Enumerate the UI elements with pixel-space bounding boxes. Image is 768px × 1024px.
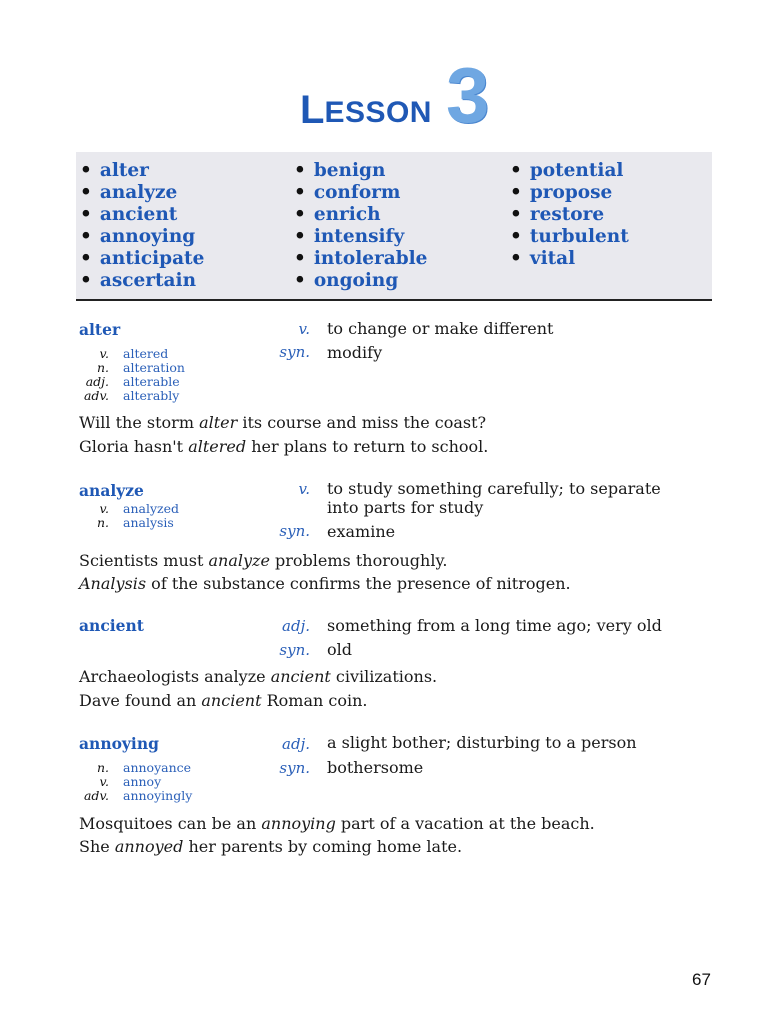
bullet-icon: • [510,226,522,247]
entry-definition: to change or make different [327,319,554,338]
word-list-item: • potential [510,160,624,181]
synonym-label: syn. [279,522,310,540]
word-list-item: • vital [510,248,576,269]
example-sentence: Dave found an ancient Roman coin. [79,691,368,710]
entry-pos: v. [298,480,310,498]
bullet-icon: • [80,182,92,203]
entry-pos: adj. [282,617,310,635]
entry-word-analyze: analyze [79,481,144,500]
entry-definition: something from a long time ago; very old [327,616,662,635]
word-list-item: • anticipate [80,248,205,269]
word-form-row: n. analysis [96,515,174,530]
word-list-item: • intensify [294,226,405,247]
entry-definition: a slight bother; disturbing to a person [327,733,637,752]
word-form-row: n. annoyance [96,760,192,775]
example-sentence: Scientists must analyze problems thoroughly. [79,551,448,570]
entry-word-alter: alter [79,320,121,339]
example-sentence: Analysis of the substance confirms the presence of nitrogen. [79,574,571,593]
example-sentence: Will the storm alter its course and miss the coast? [79,413,487,432]
lesson-number: 3 [445,51,490,139]
word-form-row: adj. alterable [85,374,180,389]
entry-synonym: old [327,640,352,659]
example-sentence: Archaeologists analyze ancient civilizations. [79,667,438,686]
word-list-item: • benign [294,160,386,181]
word-list-item: • ongoing [294,270,399,291]
synonym-label: syn. [279,343,310,361]
word-form-row: v. altered [99,346,169,361]
word-list-column-1 [80,160,204,292]
bullet-icon: • [80,270,92,291]
word-list-column-3 [510,160,629,270]
word-forms-alter [79,347,185,403]
word-list-item: • intolerable [294,248,428,269]
word-list-item: • ancient [80,204,178,225]
bullet-icon: • [80,248,92,269]
bullet-icon: • [294,160,306,181]
bullet-icon: • [294,204,306,225]
bullet-icon: • [80,160,92,181]
synonym-label: syn. [279,641,310,659]
word-list-item: • analyze [80,182,178,203]
bullet-icon: • [294,182,306,203]
word-list-item: • turbulent [510,226,629,247]
page-number: 67 [692,970,711,989]
word-list-item: • enrich [294,204,381,225]
word-list-item: • alter [80,160,149,181]
example-sentence: Mosquitoes can be an annoying part of a vacation at the beach. [79,814,595,833]
bullet-icon: • [294,248,306,269]
word-form-row: n. alteration [96,360,185,375]
word-list-item: • restore [510,204,605,225]
word-forms-annoying [79,761,192,803]
word-list-item: • conform [294,182,401,203]
word-list-item: • ascertain [80,270,197,291]
bullet-icon: • [80,204,92,225]
word-list-item: • annoying [80,226,196,247]
word-form-row: adv. annoyingly [83,788,193,803]
bullet-icon: • [294,226,306,247]
word-list-item: • propose [510,182,613,203]
example-sentence: Gloria hasn't altered her plans to return to school. [79,437,489,456]
word-form-row: v. analyzed [99,501,179,516]
lesson-title-cap: L [300,88,325,132]
bullet-icon: • [510,160,522,181]
word-list-box [76,152,712,301]
word-form-row: adv. alterably [83,388,180,403]
word-forms-analyze [79,502,179,530]
bullet-icon: • [80,226,92,247]
synonym-label: syn. [279,759,310,777]
entry-word-ancient: ancient [79,616,144,635]
bullet-icon: • [510,182,522,203]
example-sentence: She annoyed her parents by coming home late. [79,837,463,856]
bullet-icon: • [294,270,306,291]
entry-pos: adj. [282,735,310,753]
entry-synonym: modify [327,343,383,362]
entry-pos: v. [298,320,310,338]
entry-word-annoying: annoying [79,734,159,753]
lesson-title [300,51,490,139]
entry-synonym: examine [327,522,396,541]
word-form-row: v. annoy [99,774,162,789]
entry-synonym: bothersome [327,758,424,777]
lesson-title-rest: ESSON [324,96,432,129]
entry-definition: to study something carefully; to separate into parts for study [327,479,661,517]
bullet-icon: • [510,204,522,225]
bullet-icon: • [510,248,522,269]
word-list-column-2 [294,160,427,292]
